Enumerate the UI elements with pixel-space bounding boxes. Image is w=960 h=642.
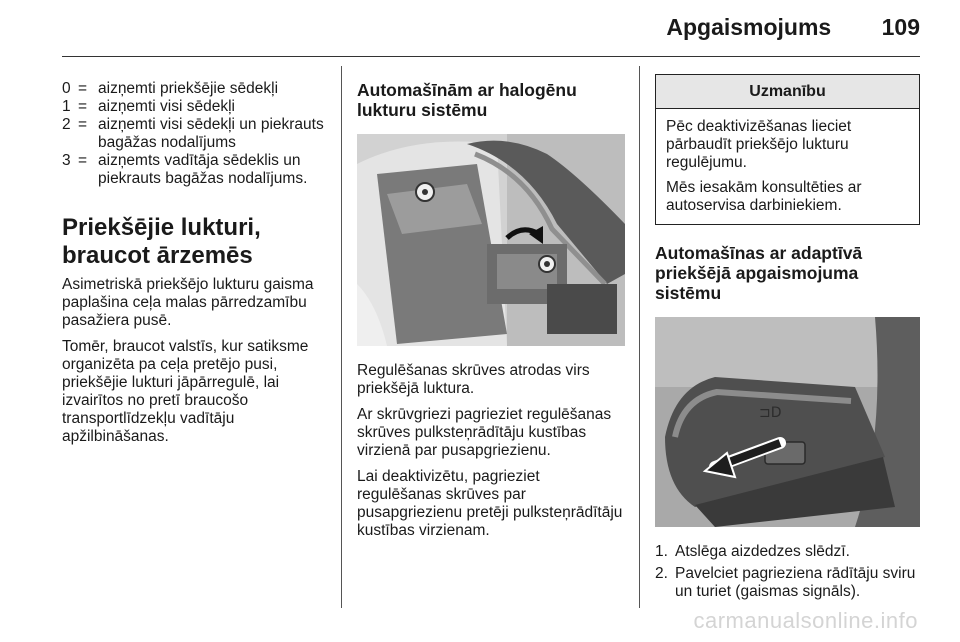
list-item: 1. Atslēga aizdedzes slēdzī. — [655, 543, 850, 560]
abroad-paragraph-2: Tomēr, braucot valstīs, kur satiksme organizēta pa ceļa pretējo pusi, priekšējie lukturi jāpārregulē, lai izvairītos no pretī braucošo transportlīdzekļu vadītāju apžilbināšanas. — [62, 338, 309, 445]
halogen-paragraph-3: Lai deaktivizētu, pagrieziet regulēšanas skrūves par pusapgriezienu pretēji pulksteņrādītāju kustības virzienam. — [357, 468, 623, 539]
list-item: 2 = aizņemti visi sēdekļi un piekrauts bagāžas nodalījums — [62, 116, 324, 151]
caution-paragraph-2: Mēs iesakām konsultēties ar autoservisa darbiniekiem. — [666, 179, 862, 214]
step-list — [655, 543, 920, 601]
column-3 — [655, 74, 920, 605]
watermark: carmanualsonline.info — [693, 608, 918, 633]
halogen-paragraph-1: Regulēšanas skrūves atrodas virs priekšējā luktura. — [357, 362, 590, 397]
caution-body — [656, 109, 919, 224]
column-1 — [62, 80, 327, 454]
indicator-lever-photo — [655, 317, 920, 527]
section-title-abroad: Priekšējie lukturi, braucot ārzemēs — [62, 214, 261, 269]
svg-text:⊐D: ⊐D — [759, 405, 782, 421]
seat-load-list — [62, 80, 327, 188]
caution-heading: Uzmanību — [656, 75, 919, 109]
halogen-paragraph-2: Ar skrūvgriezi pagrieziet regulēšanas skrūves pulksteņrādītāju kustības virzienā par pusapgriezienu. — [357, 406, 612, 459]
headlamp-adjustment-photo — [357, 134, 625, 346]
caution-paragraph-1: Pēc deaktivizēšanas lieciet pārbaudīt priekšējo lukturu regulējumu. — [666, 118, 852, 171]
list-item: 2. Pavelciet pagrieziena rādītāju sviru un turiet (gaismas signāls). — [655, 565, 916, 600]
section-title-adaptive: Automašīnas ar adaptīvā priekšējā apgaismojuma sistēmu — [655, 243, 863, 303]
abroad-paragraph-1: Asimetriskā priekšējo lukturu gaisma paplašina ceļa malas pārredzamību pasažiera pusē. — [62, 276, 314, 329]
page-header — [666, 14, 920, 41]
section-title-halogen: Automašīnām ar halogēnu lukturu sistēmu — [357, 80, 577, 120]
page-number: 109 — [881, 14, 920, 40]
caution-box — [655, 74, 920, 225]
page-title: Apgaismojums — [666, 14, 832, 40]
list-item: 1 = aizņemti visi sēdekļi — [62, 98, 235, 115]
header-rule — [62, 56, 920, 57]
column-2 — [357, 80, 625, 548]
list-item: 3 = aizņemts vadītāja sēdeklis un piekrauts bagāžas nodalījums. — [62, 152, 308, 187]
column-divider-1 — [341, 66, 342, 608]
column-divider-2 — [639, 66, 640, 608]
list-item: 0 = aizņemti priekšējie sēdekļi — [62, 80, 279, 97]
